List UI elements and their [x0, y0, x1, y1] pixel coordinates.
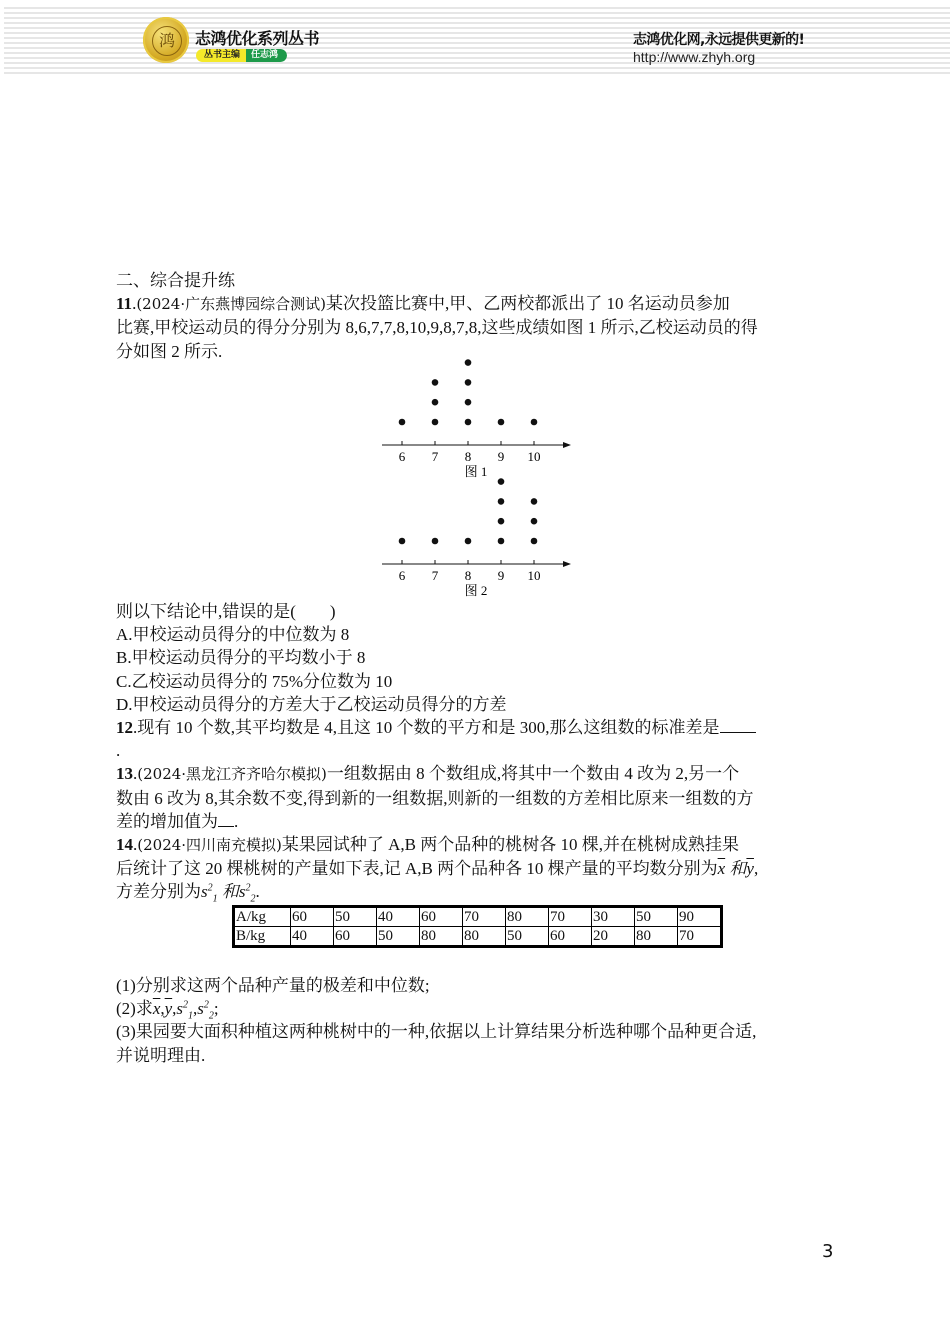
table-cell: 60	[549, 927, 592, 947]
table-cell: 80	[420, 927, 463, 947]
figure-1-caption: 图 1	[464, 464, 488, 479]
option-a: A.甲校运动员得分的中位数为 8	[116, 625, 350, 645]
q12-answer-blank	[720, 716, 756, 733]
axis-tick-label: 9	[497, 568, 505, 583]
q14-sub-questions	[116, 974, 846, 1067]
axis-tick-label: 7	[431, 449, 439, 464]
table-cell: 50	[377, 927, 420, 947]
axis-tick-label: 7	[431, 568, 439, 583]
q11-stem-line1: 某次投篮比赛中,甲、乙两校都派出了 10 名运动员参加	[325, 294, 730, 314]
table-cell: 80	[463, 927, 506, 947]
row-label: B/kg	[234, 927, 291, 947]
y-bar-symbol: $\overline{y}$	[746, 859, 754, 879]
q13-line2: 数由 6 改为 8,其余数不变,得到新的一组数据,则新的一组数的方差相比原来一组数的方	[116, 788, 754, 808]
axis-tick-label: 8	[464, 449, 472, 464]
logo-emblem-icon: 鸿	[152, 26, 182, 56]
q14-stem: 14.(2024·四川南充模拟)某果园试种了 A,B 两个品种的桃树各 10 棵,并在桃树成熟挂果	[116, 835, 740, 855]
comma: ,	[753, 859, 759, 879]
q14-line1: 某果园试种了 A,B 两个品种的桃树各 10 棵,并在桃树成熟挂果	[281, 835, 740, 855]
data-dot	[531, 419, 538, 426]
row-label: A/kg	[234, 907, 291, 927]
page-number: 3	[822, 1241, 834, 1262]
axis-tick-label: 6	[398, 568, 406, 583]
q13-line3	[116, 810, 840, 833]
table-cell: 80	[635, 927, 678, 947]
q12-text: .现有 10 个数,其平均数是 4,且这 10 个数的平方和是 300,那么这组数的标准差是	[133, 718, 720, 738]
section-title: 二、综合提升练	[116, 271, 235, 290]
q13-trailing: .	[234, 811, 239, 831]
and-word: 和	[217, 882, 239, 902]
axis-tick-label: 10	[527, 568, 541, 583]
q14-number: 14	[116, 835, 133, 855]
yield-table	[232, 905, 723, 948]
q13-number: 13	[116, 764, 133, 784]
data-dot	[498, 538, 505, 545]
data-dot	[531, 518, 538, 525]
s2-squared-symbol: $s^2_2$	[238, 882, 256, 905]
q11-stem: 11.(2024·广东燕博园综合测试)某次投篮比赛中,甲、乙两校都派出了 10 名运动员参加	[116, 294, 730, 314]
axis-tick-label: 10	[527, 449, 541, 464]
site-slogan: 志鸿优化网,永远提供更新的!	[633, 32, 805, 48]
period: .	[255, 882, 260, 902]
sub-question-1: (1)分别求这两个品种产量的极差和中位数;	[116, 976, 430, 995]
q11-number: 11	[116, 294, 133, 314]
table-cell: 70	[463, 907, 506, 927]
option-c: C.乙校运动员得分的 75%分位数为 10	[116, 671, 393, 691]
semicolon: ;	[213, 999, 219, 1019]
site-url-link[interactable]: http://www.zhyh.org	[633, 49, 756, 65]
data-dot	[498, 498, 505, 505]
table-cell: 60	[334, 927, 377, 947]
q11-stem-line3: 分如图 2 所示.	[116, 341, 223, 361]
data-dot	[498, 478, 505, 485]
data-dot	[465, 538, 472, 545]
q13-line1: 一组数据由 8 个数组成,将其中一个数由 4 改为 2,另一个	[326, 764, 740, 784]
data-dot	[432, 399, 439, 406]
table-row	[234, 927, 722, 947]
and-word: 和	[725, 859, 747, 879]
q11-stem-line2: 比赛,甲校运动员的得分分别为 8,6,7,7,8,10,9,8,7,8,这些成绩如图 1 所示,乙校运动员的得	[116, 318, 758, 338]
dot-plot-figures	[0, 0, 950, 610]
sub-question-3-line2: 并说明理由.	[116, 1045, 206, 1065]
data-dot	[498, 419, 505, 426]
q13-line3-text: 差的增加值为	[116, 811, 218, 831]
q14-line2	[116, 857, 840, 880]
table-cell: 60	[291, 907, 334, 927]
q13-stem: 13.(2024·黑龙江齐齐哈尔模拟)一组数据由 8 个数组成,将其中一个数由 4 改为 2,另一个	[116, 764, 740, 784]
table-cell: 80	[506, 907, 549, 927]
sub-question-3-line1: (3)果园要大面积种植这两种桃树中的一种,依据以上计算结果分析选种哪个品种更合适,	[116, 1022, 757, 1042]
data-dot	[465, 379, 472, 386]
data-dot	[399, 419, 406, 426]
data-dot	[432, 538, 439, 545]
q14-line3-text: 方差分别为	[116, 882, 201, 902]
table-cell: 50	[506, 927, 549, 947]
data-dot	[432, 419, 439, 426]
axis-arrow-icon	[563, 442, 571, 448]
data-dot	[465, 359, 472, 366]
figure-2-dot-plot	[382, 478, 571, 598]
option-b: B.甲校运动员得分的平均数小于 8	[116, 648, 366, 668]
table-cell: 20	[592, 927, 635, 947]
x-bar-symbol: $\overline{x}$	[717, 859, 726, 879]
editor-name: 任志鸿	[246, 49, 287, 62]
q13-source: (2024·黑龙江齐齐哈尔模拟)	[137, 765, 327, 784]
table-cell: 70	[678, 927, 722, 947]
q14-line2-text: 后统计了这 20 棵桃树的产量如下表,记 A,B 两个品种各 10 棵产量的平均数分别为	[116, 859, 718, 879]
figure-1-dot-plot	[382, 359, 571, 479]
table-cell: 50	[334, 907, 377, 927]
sub-question-2-prefix: (2)求	[116, 999, 153, 1019]
data-dot	[531, 498, 538, 505]
q11-source: (2024·广东燕博园综合测试)	[136, 295, 326, 314]
table-row	[234, 907, 722, 927]
series-title: 志鸿优化系列丛书	[195, 29, 320, 48]
table-cell: 60	[420, 907, 463, 927]
sub-question-2: (2)求$\overline{x},\overline{y},s^2_1,s^2_2$;	[116, 999, 219, 1022]
q13-answer-blank	[218, 810, 234, 827]
axis-tick-label: 9	[497, 449, 505, 464]
table-cell: 70	[549, 907, 592, 927]
q12-stem	[116, 716, 840, 739]
table-cell: 40	[291, 927, 334, 947]
s1-squared-symbol: $s^2_1$	[201, 882, 218, 905]
axis-tick-label: 8	[464, 568, 472, 583]
table-cell: 40	[377, 907, 420, 927]
axis-tick-label: 6	[398, 449, 406, 464]
q11-options-block	[116, 600, 840, 904]
table-cell: 90	[678, 907, 722, 927]
q12-number: 12	[116, 718, 133, 738]
data-dot	[399, 538, 406, 545]
q11-question: 则以下结论中,错误的是( )	[116, 602, 336, 621]
q14-source: (2024·四川南充模拟)	[137, 836, 282, 855]
q12-trailing: .	[116, 741, 121, 761]
data-dot	[465, 399, 472, 406]
data-dot	[498, 518, 505, 525]
editor-label: 丛书主编	[196, 49, 246, 62]
axis-arrow-icon	[563, 561, 571, 567]
data-dot	[432, 379, 439, 386]
figure-2-caption: 图 2	[464, 583, 488, 598]
data-dot	[531, 538, 538, 545]
q14-line3	[116, 880, 840, 903]
table-cell: 30	[592, 907, 635, 927]
option-d: D.甲校运动员得分的方差大于乙校运动员得分的方差	[116, 694, 507, 714]
data-dot	[465, 419, 472, 426]
table-cell: 50	[635, 907, 678, 927]
